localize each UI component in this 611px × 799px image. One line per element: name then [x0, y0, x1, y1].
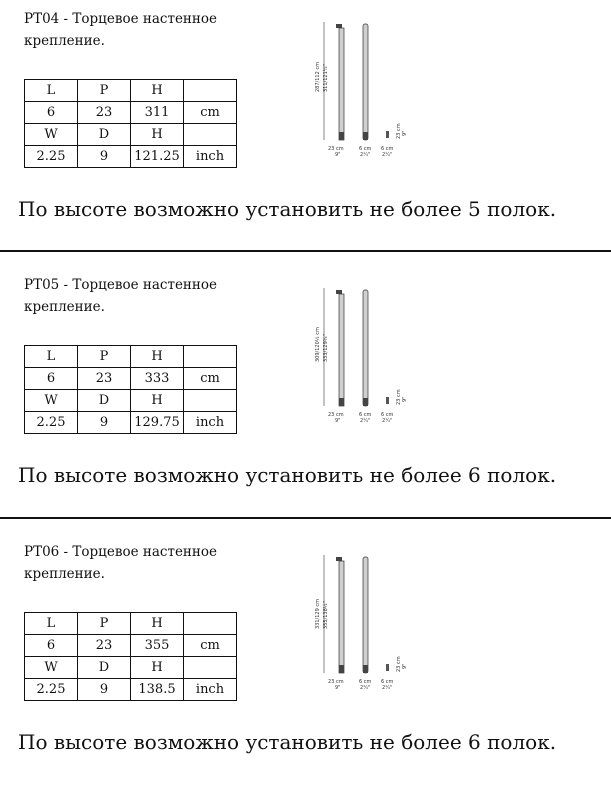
table-cell: 2.25: [25, 146, 78, 168]
table-row: [25, 102, 237, 124]
table-cell: H: [131, 346, 184, 368]
table-row: [25, 80, 237, 102]
table-cell: 6: [25, 368, 78, 390]
table-cell: H: [131, 80, 184, 102]
table-cell: 311: [131, 102, 184, 124]
width-label: 2¼": [382, 685, 393, 691]
table-cell: cm: [184, 102, 237, 124]
table-cell: P: [78, 80, 131, 102]
product-section-pt04: [0, 0, 611, 266]
width-label: 2¼": [360, 152, 371, 158]
upright-profile: [339, 294, 344, 406]
product-title: PT06 - Торцевое настенное крепление.: [24, 544, 218, 582]
table-cell: D: [78, 390, 131, 412]
height-label: 287/112 cm: [315, 62, 321, 92]
table-cell: 333: [131, 368, 184, 390]
table-row: [25, 124, 237, 146]
depth-label: 23 cm: [396, 389, 402, 405]
section-profile: [386, 131, 389, 138]
table-cell: H: [131, 124, 184, 146]
depth-label: 23 cm: [396, 656, 402, 672]
table-cell: L: [25, 613, 78, 635]
table-cell: W: [25, 390, 78, 412]
upright-side: [363, 24, 368, 140]
table-cell: H: [131, 613, 184, 635]
depth-label: 23 cm: [396, 123, 402, 139]
table-cell: cm: [184, 368, 237, 390]
width-label: 2¼": [360, 685, 371, 691]
dimensions-table: [24, 345, 237, 434]
upright-profile: [339, 561, 344, 673]
table-row: [25, 679, 237, 701]
product-section-pt05: [0, 266, 611, 532]
width-label: 6 cm: [359, 412, 372, 418]
width-label: 6 cm: [359, 146, 372, 152]
technical-drawing: [310, 280, 420, 430]
depth-label: 9": [402, 130, 408, 136]
product-title: PT05 - Торцевое настенное крепление.: [24, 277, 218, 315]
height-label: 309/120½ cm: [315, 327, 321, 362]
table-cell: 129.75: [131, 412, 184, 434]
table-cell: 6: [25, 635, 78, 657]
dimensions-table: [24, 79, 237, 168]
section-profile: [386, 664, 389, 671]
section-profile: [386, 397, 389, 404]
height-label: 333/129¾": [323, 334, 329, 362]
table-cell: 9: [78, 146, 131, 168]
product-title: PT04 - Торцевое настенное крепление.: [24, 11, 218, 49]
table-cell: 138.5: [131, 679, 184, 701]
product-section-pt06: [0, 533, 611, 799]
table-cell: L: [25, 80, 78, 102]
table-row: [25, 635, 237, 657]
shelf-note: По высоте возможно установить не более 6 полок.: [18, 730, 557, 754]
table-cell: 9: [78, 679, 131, 701]
table-cell: L: [25, 346, 78, 368]
table-cell: [184, 346, 237, 368]
table-cell: D: [78, 657, 131, 679]
width-label: 9": [335, 152, 341, 158]
table-cell: 23: [78, 368, 131, 390]
table-row: [25, 657, 237, 679]
table-cell: inch: [184, 679, 237, 701]
upright-foot: [363, 132, 368, 140]
width-label: 2¼": [360, 418, 371, 424]
shelf-note: По высоте возможно установить не более 6 полок.: [18, 463, 557, 487]
table-cell: inch: [184, 146, 237, 168]
table-row: [25, 412, 237, 434]
table-row: [25, 390, 237, 412]
table-row: [25, 368, 237, 390]
table-cell: [184, 390, 237, 412]
table-cell: cm: [184, 635, 237, 657]
width-label: 2¼": [382, 418, 393, 424]
technical-drawing: [310, 547, 420, 697]
upright-foot: [339, 665, 344, 673]
table-cell: 355: [131, 635, 184, 657]
width-label: 6 cm: [381, 146, 394, 152]
width-label: 9": [335, 685, 341, 691]
technical-drawing: [310, 14, 420, 164]
width-label: 9": [335, 418, 341, 424]
divider: [0, 517, 611, 519]
width-label: 23 cm: [328, 146, 344, 152]
table-row: [25, 613, 237, 635]
table-cell: 23: [78, 102, 131, 124]
width-label: 23 cm: [328, 412, 344, 418]
width-label: 2¼": [382, 152, 393, 158]
table-cell: D: [78, 124, 131, 146]
height-label: 311/121¼": [323, 64, 329, 92]
table-cell: P: [78, 346, 131, 368]
table-cell: [184, 80, 237, 102]
upright-profile: [339, 28, 344, 140]
table-cell: W: [25, 657, 78, 679]
depth-label: 9": [402, 663, 408, 669]
upright-foot: [339, 398, 344, 406]
table-cell: [184, 657, 237, 679]
table-cell: [184, 124, 237, 146]
table-cell: H: [131, 390, 184, 412]
table-cell: 23: [78, 635, 131, 657]
table-cell: inch: [184, 412, 237, 434]
table-cell: 2.25: [25, 679, 78, 701]
height-label: 331/129 cm: [315, 599, 321, 629]
upright-side: [363, 290, 368, 406]
width-label: 23 cm: [328, 679, 344, 685]
table-cell: 121.25: [131, 146, 184, 168]
height-label: 355/138½": [323, 601, 329, 629]
width-label: 6 cm: [359, 679, 372, 685]
table-cell: P: [78, 613, 131, 635]
upright-foot: [363, 398, 368, 406]
upright-foot: [339, 132, 344, 140]
dimensions-table: [24, 612, 237, 701]
upright-side: [363, 557, 368, 673]
shelf-note: По высоте возможно установить не более 5 полок.: [18, 197, 557, 221]
divider: [0, 250, 611, 252]
table-row: [25, 346, 237, 368]
table-cell: 6: [25, 102, 78, 124]
table-row: [25, 146, 237, 168]
table-cell: W: [25, 124, 78, 146]
upright-foot: [363, 665, 368, 673]
width-label: 6 cm: [381, 679, 394, 685]
width-label: 6 cm: [381, 412, 394, 418]
depth-label: 9": [402, 396, 408, 402]
table-cell: 9: [78, 412, 131, 434]
table-cell: [184, 613, 237, 635]
table-cell: 2.25: [25, 412, 78, 434]
table-cell: H: [131, 657, 184, 679]
